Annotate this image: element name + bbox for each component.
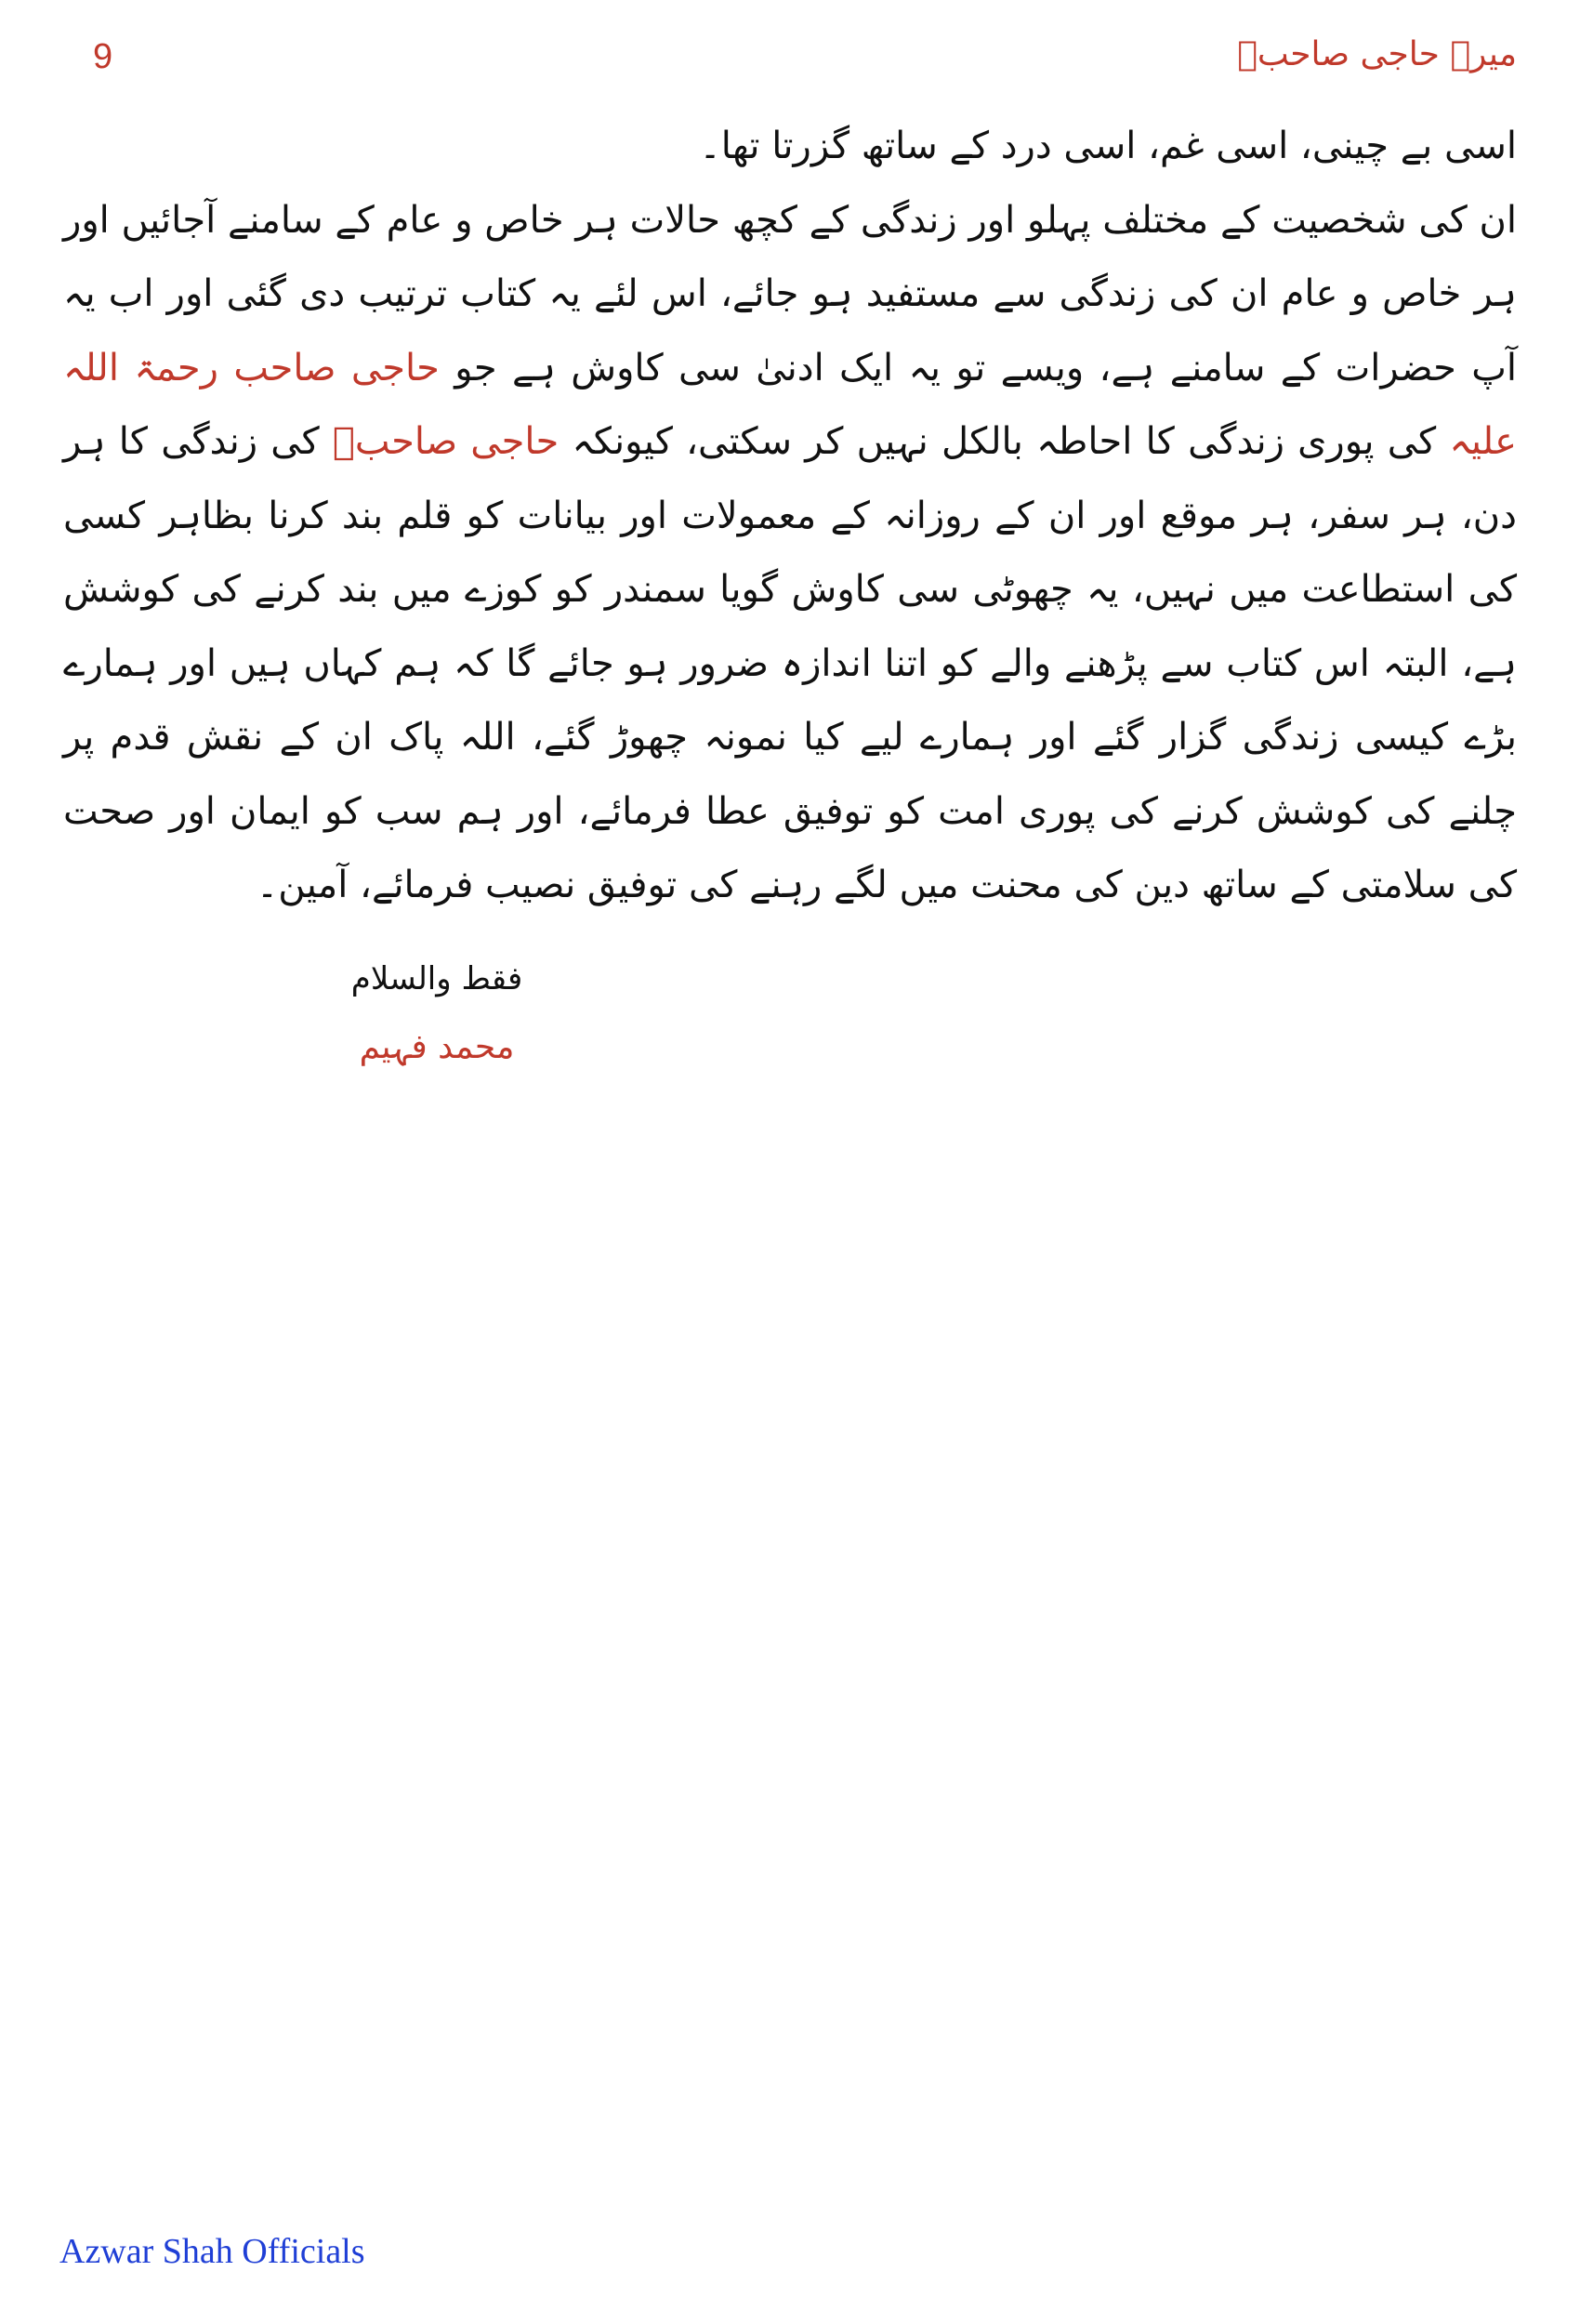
paragraph-1: اسی بے چینی، اسی غم، اسی درد کے ساتھ گزرتا تھا۔ <box>699 125 1517 167</box>
body-text <box>63 110 1517 923</box>
signature: محمد فہیم <box>359 1028 515 1066</box>
highlighted-name-1: حاجی صاحب رحمۃ اللہ علیہ <box>63 346 1518 463</box>
paragraph-2-part-2: کی پوری زندگی کا احاطہ بالکل نہیں کر سکتی، کیونکہ <box>572 420 1437 463</box>
running-header-title: میرے حاجی صاحبؒ <box>1237 35 1517 73</box>
paragraph-2-part-3: کی زندگی کا ہر دن، ہر سفر، ہر موقع اور ان کے روزانہ کے معمولات اور بیانات کو قلم بند کرنا بظاہر کسی کی استطاعت میں نہیں، یہ چھوٹی سی کاوش گویا سمندر کو کوزے میں بند کرنے کی کوشش ہے، البتہ اس کتاب سے پڑھنے والے کو اتنا اندازہ ضرور ہو جائے گا کہ ہم کہاں ہیں اور ہمارے بڑے کیسی زندگی گزار گئے اور ہمارے لیے کیا نمونہ چھوڑ گئے، اللہ پاک ان کے نقش قدم پر چلنے کی کوشش کرنے کی پوری امت کو توفیق عطا فرمائے، اور ہم سب کو ایمان اور صحت کی سلامتی کے ساتھ دین کی محنت میں لگے رہنے کی توفیق نصیب فرمائے، آمین۔ <box>63 420 1517 906</box>
closing-block <box>344 948 530 1078</box>
paragraph-2-part-1: ان کی شخصیت کے مختلف پہلو اور زندگی کے کچھ حالات ہر خاص و عام کے سامنے آجائیں اور ہر خاص و عام ان کی زندگی سے مستفید ہو جائے، اس لئے یہ کتاب ترتیب دی گئی اور اب یہ آپ حضرات کے سامنے ہے، ویسے تو یہ ایک ادنیٰ سی کاوش ہے جو <box>63 198 1518 390</box>
page-number: 9 <box>93 37 113 76</box>
footer-watermark: Azwar Shah Officials <box>59 2232 365 2271</box>
paragraph-2 <box>63 184 1517 923</box>
closing-salutation: فقط والسلام <box>350 960 523 997</box>
highlighted-name-2: حاجی صاحبؒ <box>332 420 560 463</box>
